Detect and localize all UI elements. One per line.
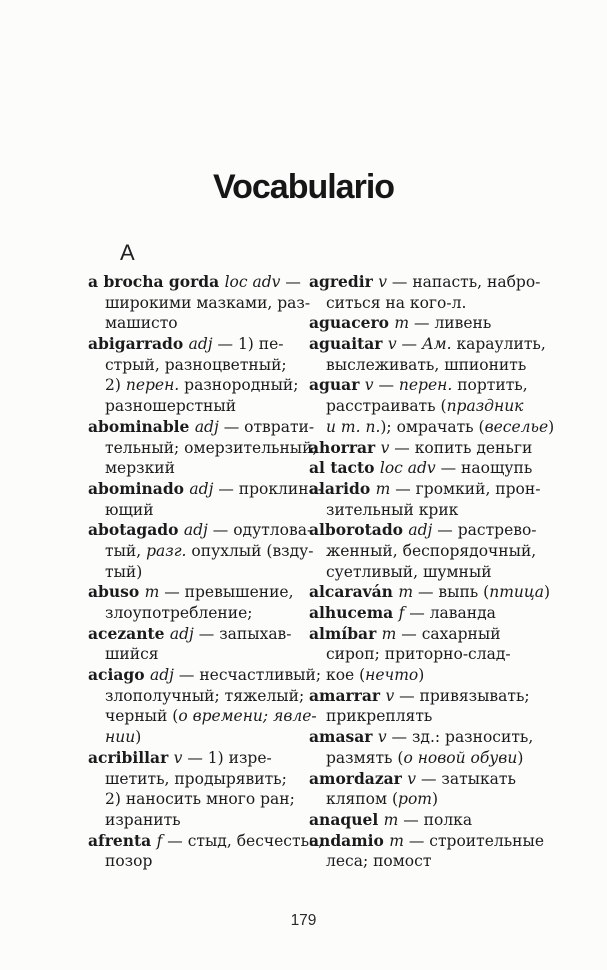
entry-first-line [309, 479, 539, 500]
text-run: выслеживать, шпионить [326, 355, 527, 374]
italic-text: v [377, 728, 387, 747]
entry-first-line [88, 582, 309, 603]
entry-first-line [88, 748, 309, 769]
entry-continuation-line [309, 851, 539, 872]
entry-continuation-line [88, 810, 309, 831]
headword: ahorrar [309, 437, 381, 457]
entry-continuation-line [309, 500, 539, 521]
headword: alcaraván [309, 582, 399, 602]
text-run: — ливень [409, 314, 492, 333]
text-run: разнородный; [179, 376, 299, 395]
headword: amordazar [309, 768, 408, 788]
page-title: Vocabulario [212, 168, 395, 206]
dictionary-content [88, 240, 555, 872]
text-run: — затыкать [416, 769, 516, 788]
headword: amarrar [309, 685, 386, 705]
italic-text: рот [398, 790, 432, 809]
entry-continuation-line [88, 603, 309, 624]
dictionary-entry [88, 478, 324, 520]
text-run: ) [418, 666, 425, 685]
text-run: — отврати- [218, 417, 315, 436]
dictionary-entry [309, 769, 539, 810]
dictionary-entry [88, 416, 318, 479]
entry-continuation-line [309, 748, 539, 769]
text-run: 2) наносить много ран; [105, 790, 295, 809]
text-run: — 1) пе- [212, 335, 284, 354]
italic-text: нечто [365, 666, 419, 685]
entry-continuation-line [88, 851, 309, 872]
dictionary-entry [88, 665, 322, 748]
headword: aguacero [309, 313, 395, 333]
dictionary-entry [309, 603, 539, 624]
text-run: — растрево- [432, 521, 537, 540]
italic-text: adj [194, 417, 219, 436]
dictionary-entry [309, 830, 544, 872]
italic-text: v [380, 438, 390, 457]
entry-continuation-line [88, 541, 314, 562]
dictionary-entry [309, 458, 539, 479]
text-run: ); омрачать ( [380, 417, 485, 436]
text-run: черный ( [105, 707, 179, 726]
entry-continuation-line [88, 313, 309, 334]
text-run: — [280, 273, 301, 291]
text-run: — запыхав- [193, 624, 292, 643]
italic-text: adj [189, 479, 214, 498]
italic-text: loc adv [379, 459, 436, 478]
dictionary-entry [309, 727, 539, 768]
italic-text: m [144, 583, 160, 602]
text-run: — громкий, прон- [390, 479, 541, 498]
italic-text: v [387, 335, 397, 354]
headword: alarido [309, 478, 376, 498]
italic-text: v [364, 376, 374, 395]
italic-text: f [156, 831, 163, 850]
entry-continuation-line [309, 293, 539, 314]
dictionary-entry [309, 686, 539, 727]
text-run: женный, беспорядочный, [326, 541, 537, 560]
entry-first-line [309, 272, 539, 293]
text-run: тый) [105, 562, 143, 581]
entry-first-line [309, 810, 539, 831]
headword: agredir [309, 272, 379, 291]
entry-first-line [309, 313, 539, 334]
dictionary-entry [309, 582, 551, 603]
text-run: злоупотребление; [105, 604, 253, 622]
headword: aciago [88, 665, 150, 685]
text-run: ) [548, 417, 555, 436]
text-run: прикреплять [326, 707, 433, 726]
entry-first-line [309, 520, 539, 541]
entry-continuation-line [88, 727, 309, 748]
italic-text: веселье [484, 417, 549, 436]
right-column-entries [309, 272, 555, 872]
headword: abominable [88, 416, 195, 436]
text-run: караулить, [451, 335, 546, 354]
italic-text: f [398, 604, 405, 622]
entry-first-line [309, 334, 546, 355]
headword: aguar [309, 375, 365, 395]
entry-continuation-line [309, 706, 539, 727]
text-run: — сахарный [396, 624, 501, 643]
headword: alborotado [309, 520, 409, 540]
text-run: — [396, 335, 422, 354]
text-run: портить, [452, 376, 528, 395]
entry-continuation-line [309, 396, 539, 417]
italic-text: m [394, 314, 410, 333]
italic-text: adj [150, 666, 174, 685]
italic-text: о времени; явле- [178, 707, 317, 726]
italic-text: m [375, 479, 391, 498]
text-run: ) [431, 790, 439, 809]
text-run: машисто [105, 314, 178, 333]
text-run: ющий [105, 500, 154, 519]
dictionary-entry [88, 272, 309, 334]
italic-text: праздник [446, 397, 524, 416]
headword: almíbar [309, 623, 382, 643]
text-run: кое ( [326, 666, 366, 685]
entry-continuation-line [309, 562, 539, 583]
entry-first-line [309, 582, 551, 603]
headword: al tacto [309, 458, 380, 478]
left-column-entries [88, 272, 324, 872]
right-column [309, 241, 555, 872]
entry-first-line [309, 375, 539, 396]
headword: a brocha gorda [88, 272, 225, 291]
headword: aguaitar [309, 334, 388, 354]
entry-first-line [88, 520, 313, 541]
entry-first-line [88, 478, 324, 500]
text-run: — напасть, набро- [386, 273, 541, 291]
entry-continuation-line [88, 706, 317, 727]
text-run: расстраивать ( [326, 397, 447, 416]
text-run: — несчастливый; [173, 666, 322, 685]
italic-text: m [398, 583, 414, 602]
text-run: шийся [105, 645, 159, 664]
headword: abuso [88, 582, 145, 602]
entry-continuation-line [309, 417, 555, 438]
entry-continuation-line [88, 686, 309, 707]
entry-first-line [88, 272, 309, 293]
text-run: — стыд, бесчестье, [162, 831, 324, 850]
text-run: — копить деньги [389, 438, 533, 457]
text-run: разношерстный [105, 397, 237, 416]
entry-first-line [309, 603, 539, 624]
entry-continuation-line [88, 789, 309, 810]
dictionary-entry [309, 334, 546, 375]
italic-text: перен. [125, 376, 180, 395]
dictionary-entry [88, 334, 309, 417]
entry-first-line [88, 830, 324, 852]
text-run: опухлый (взду- [186, 541, 314, 560]
italic-text: m [381, 624, 397, 643]
text-run: ) [517, 748, 524, 767]
entry-first-line [88, 665, 322, 686]
italic-text: перен. [398, 376, 453, 395]
italic-text: v [385, 686, 395, 705]
text-run: широкими мазками, раз- [105, 293, 311, 312]
entry-first-line [309, 830, 544, 852]
dictionary-entry [309, 520, 539, 582]
headword: anaquel [309, 809, 384, 829]
dictionary-entry [88, 748, 309, 831]
dictionary-entry [309, 375, 555, 437]
text-run: — наощупь [435, 459, 533, 478]
text-run: ситься на кого-л. [326, 293, 467, 312]
entry-continuation-line [88, 562, 309, 583]
section-letter: A [120, 240, 135, 265]
text-run: — зд.: разносить, [386, 728, 534, 747]
text-run: — одутлова- [207, 521, 313, 540]
entry-first-line [309, 458, 539, 479]
italic-text: и т. п. [326, 417, 381, 436]
text-run: тый, [105, 541, 147, 560]
italic-text: adj [188, 335, 213, 354]
headword: alhucema [309, 603, 399, 622]
text-run: — 1) изре- [182, 748, 272, 767]
entry-continuation-line [309, 644, 539, 665]
text-run: ) [543, 583, 551, 602]
headword: andamio [309, 830, 390, 850]
headword: acezante [88, 623, 170, 643]
dictionary-entry [309, 438, 539, 459]
headword: acribillar [88, 747, 174, 767]
entry-first-line [309, 769, 539, 790]
italic-text: v [407, 769, 417, 788]
italic-text: adj [183, 521, 208, 540]
text-run: позор [105, 852, 153, 871]
headword: abominado [88, 478, 190, 498]
text-run: изранить [105, 810, 181, 829]
italic-text: нии [105, 728, 136, 747]
dictionary-entry [88, 830, 324, 872]
dictionary-entry [309, 272, 539, 313]
italic-text: adj [408, 521, 433, 540]
entry-continuation-line [309, 541, 539, 562]
entry-continuation-line [309, 665, 539, 686]
text-run: — [373, 376, 399, 395]
entry-continuation-line [88, 375, 309, 396]
text-run: зительный крик [326, 500, 459, 519]
entry-first-line [88, 416, 315, 438]
entry-continuation-line [309, 789, 539, 810]
text-run: — полка [398, 810, 473, 829]
entry-first-line [88, 334, 309, 355]
dictionary-entry [309, 479, 539, 520]
italic-text: v [173, 748, 183, 767]
italic-text: loc adv [224, 273, 281, 291]
text-run: суетливый, шумный [326, 562, 492, 581]
text-run: — выпь ( [413, 583, 490, 602]
entry-continuation-line [88, 769, 309, 790]
headword: abigarrado [88, 334, 189, 354]
entry-first-line [309, 686, 539, 707]
text-run: злополучный; тяжелый; [105, 686, 305, 705]
text-run: 2) [105, 376, 126, 395]
dictionary-entry [88, 520, 314, 582]
entry-first-line [309, 727, 539, 748]
dictionary-entry [88, 582, 309, 623]
text-run: — превышение, [159, 583, 294, 602]
left-column [88, 240, 324, 872]
italic-text: о новой обуви [403, 748, 518, 767]
italic-text: разг. [146, 541, 187, 560]
entry-continuation-line [88, 355, 309, 376]
italic-text: m [383, 810, 399, 829]
headword: afrenta [88, 830, 157, 850]
page-number: 179 [290, 912, 317, 929]
dictionary-entry [88, 624, 309, 665]
entry-first-line [309, 438, 539, 459]
italic-text: v [378, 273, 387, 291]
entry-continuation-line [88, 438, 318, 459]
text-run: мерзкий [105, 459, 175, 478]
italic-text: m [389, 831, 404, 850]
entry-continuation-line [88, 458, 309, 479]
dictionary-entry [309, 313, 539, 334]
headword: amasar [309, 727, 378, 747]
dictionary-entry [309, 810, 539, 831]
dictionary-entry [309, 624, 539, 686]
entry-continuation-line [88, 644, 309, 665]
text-run: кляпом ( [326, 790, 399, 809]
text-run: — строительные [403, 831, 544, 850]
entry-continuation-line [88, 500, 309, 521]
italic-text: птица [489, 583, 544, 602]
text-run: ) [135, 728, 142, 747]
entry-first-line [309, 624, 539, 645]
italic-text: adj [169, 624, 194, 643]
entry-first-line [88, 624, 309, 645]
entry-continuation-line [309, 355, 539, 376]
text-run: — лаванда [404, 604, 496, 622]
text-run: тельный; омерзительный; [105, 438, 318, 457]
italic-text: Ам. [421, 335, 452, 354]
text-run: — проклина- [213, 479, 324, 498]
text-run: шетить, продырявить; [105, 769, 287, 788]
headword: abotagado [88, 520, 184, 540]
text-run: сироп; приторно-слад- [326, 645, 511, 664]
text-run: стрый, разноцветный; [105, 355, 287, 374]
text-run: — привязывать; [394, 686, 530, 705]
text-run: леса; помост [326, 852, 432, 871]
text-run: размять ( [326, 748, 404, 767]
entry-continuation-line [88, 293, 309, 314]
entry-continuation-line [88, 396, 309, 417]
